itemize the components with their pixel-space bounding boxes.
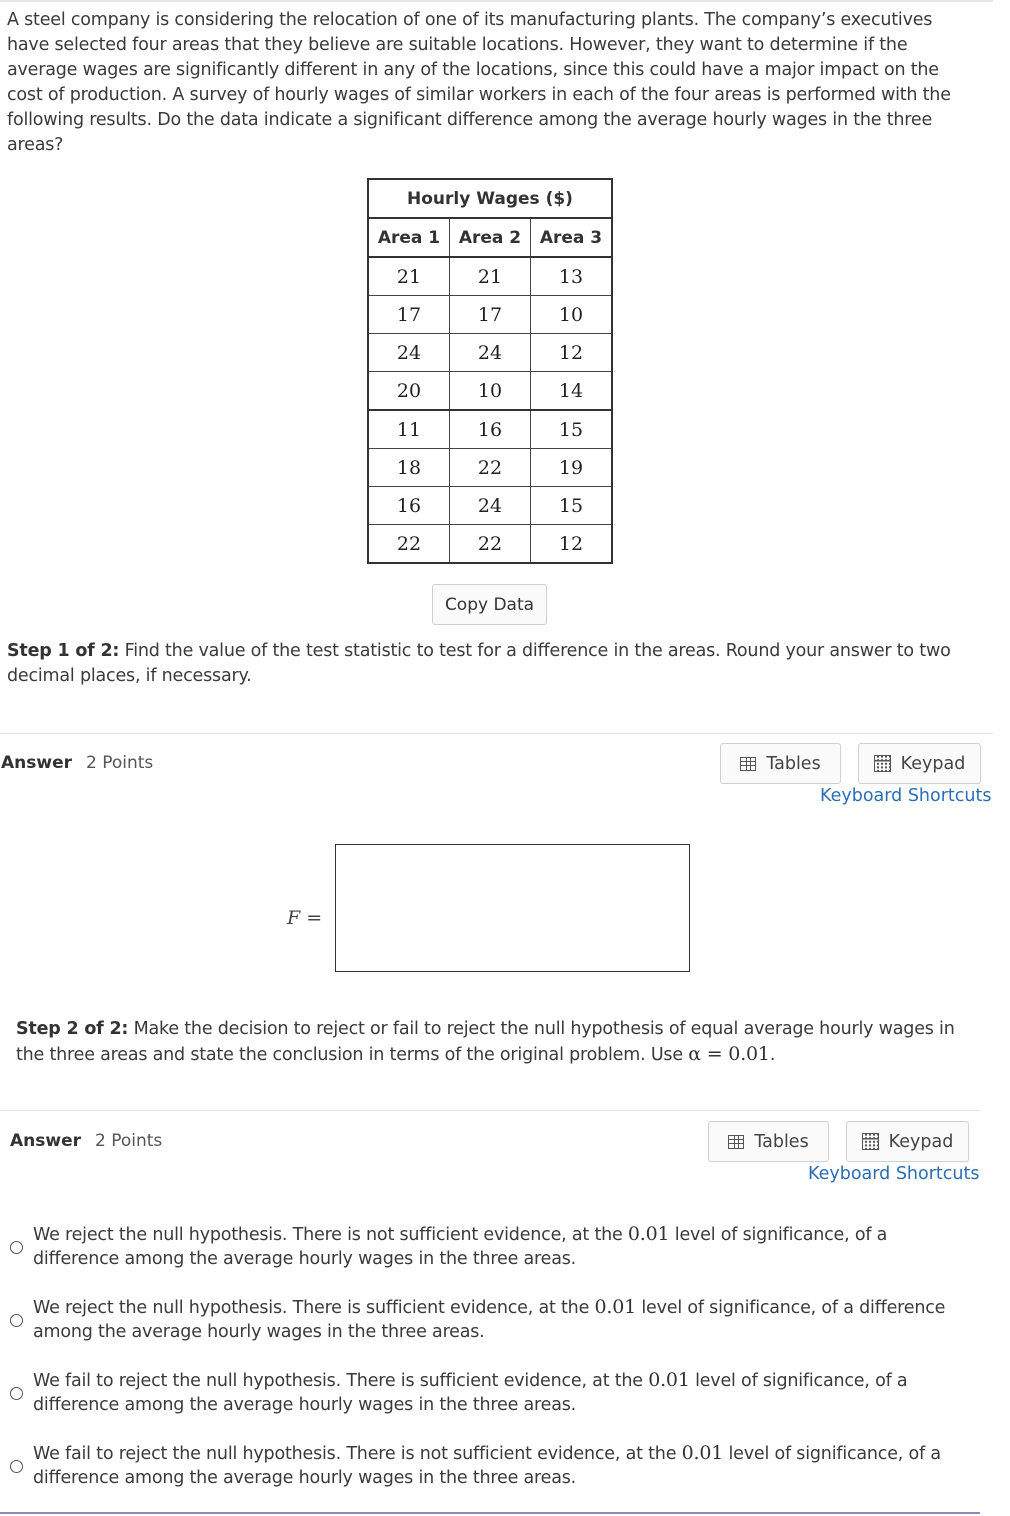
table-row (368, 449, 612, 487)
option-significance: 0.01 (627, 1223, 670, 1245)
keypad-button-label: Keypad (900, 753, 966, 774)
step-2-end: . (769, 1045, 776, 1065)
step-1-text: Find the value of the test statistic to test for a difference in the areas. Round your answer to two decimal places, if necessary. (7, 641, 951, 686)
table-cell: 19 (531, 449, 613, 487)
keyboard-shortcuts-link[interactable]: Keyboard Shortcuts (808, 1164, 980, 1184)
table-cell: 16 (450, 410, 531, 449)
table-row (368, 257, 612, 296)
table-cell: 22 (450, 449, 531, 487)
option-significance: 0.01 (594, 1296, 637, 1318)
table-cell: 21 (450, 257, 531, 296)
table-cell: 22 (450, 525, 531, 564)
radio-button[interactable] (10, 1314, 23, 1327)
option-text-start: We reject the null hypothesis. There is sufficient evidence, at the (33, 1298, 595, 1318)
radio-button[interactable] (10, 1387, 23, 1400)
copy-data-button[interactable]: Copy Data (432, 584, 547, 625)
table-cell: 24 (450, 334, 531, 372)
answer-option-3[interactable] (0, 1368, 980, 1420)
option-text-end: level of significance, of a difference among the average hourly wages in the three areas. (33, 1225, 888, 1269)
table-cell: 12 (531, 334, 613, 372)
tables-button-label: Tables (754, 1131, 809, 1152)
step-1-label: Step 1 of 2: (7, 641, 120, 661)
option-text-end: level of significance, of a difference among the average hourly wages in the three areas. (33, 1444, 941, 1488)
column-header-area-3: Area 3 (531, 218, 613, 257)
table-row (368, 296, 612, 334)
tables-button[interactable] (720, 743, 841, 784)
table-cell: 24 (450, 487, 531, 525)
table-cell: 17 (450, 296, 531, 334)
table-row (368, 372, 612, 411)
f-equals: = (300, 907, 323, 929)
option-text (33, 1295, 968, 1344)
answer-1-label: Answer (1, 753, 72, 773)
alpha-value: α = 0.01 (688, 1043, 770, 1065)
table-cell: 13 (531, 257, 613, 296)
option-text-start: We fail to reject the null hypothesis. There is sufficient evidence, at the (33, 1371, 649, 1391)
answer-option-2[interactable] (0, 1295, 980, 1347)
step-1-instructions (7, 639, 982, 689)
keypad-button[interactable] (846, 1121, 969, 1162)
table-cell: 11 (368, 410, 450, 449)
table-cell: 21 (368, 257, 450, 296)
f-variable: F (287, 907, 301, 929)
tables-button[interactable] (708, 1121, 829, 1162)
option-text-end: level of significance, of a difference among the average hourly wages in the three areas. (33, 1371, 908, 1415)
step-2-instructions (16, 1017, 976, 1068)
f-statistic-input[interactable] (335, 844, 690, 972)
option-text (33, 1368, 968, 1417)
table-caption: Hourly Wages ($) (368, 179, 612, 218)
section-divider (0, 733, 993, 734)
calculator-icon (862, 1133, 879, 1150)
table-row (368, 334, 612, 372)
table-cell: 17 (368, 296, 450, 334)
table-grid-icon (740, 757, 756, 771)
question-text: A steel company is considering the relocation of one of its manufacturing plants. The company’s executives have selected four areas that they believe are suitable locations. However, they want to determine if the average wages are significantly different in any of the locations, since this could have a major impact on the cost of production. A survey of hourly wages of similar workers in each of the four areas is performed with the following results. Do the data indicate a significant difference among the average hourly wages in the three areas? (7, 10, 951, 155)
answer-1-header (1, 753, 153, 773)
table-cell: 10 (531, 296, 613, 334)
step-2-text: Make the decision to reject or fail to reject the null hypothesis of equal average hourly wages in the three areas and state the conclusion in terms of the original problem. Use (16, 1019, 955, 1065)
answer-option-1[interactable] (0, 1222, 980, 1274)
column-header-area-1: Area 1 (368, 218, 450, 257)
hourly-wages-table (367, 178, 613, 564)
option-significance: 0.01 (648, 1369, 690, 1391)
f-statistic-label (287, 907, 322, 929)
step-2-label: Step 2 of 2: (16, 1019, 129, 1039)
option-text-start: We fail to reject the null hypothesis. There is not sufficient evidence, at the (33, 1444, 682, 1464)
table-cell: 12 (531, 525, 613, 564)
table-row (368, 525, 612, 564)
tables-button-label: Tables (766, 753, 821, 774)
radio-button[interactable] (10, 1460, 23, 1473)
table-cell: 16 (368, 487, 450, 525)
table-cell: 10 (450, 372, 531, 411)
table-row (368, 410, 612, 449)
table-cell: 15 (531, 410, 613, 449)
table-cell: 15 (531, 487, 613, 525)
radio-button[interactable] (10, 1241, 23, 1254)
table-grid-icon (728, 1135, 744, 1149)
table-cell: 14 (531, 372, 613, 411)
keyboard-shortcuts-link[interactable]: Keyboard Shortcuts (820, 786, 992, 806)
answer-1-points: 2 Points (86, 753, 154, 773)
bottom-divider (0, 1512, 980, 1514)
table-cell: 20 (368, 372, 450, 411)
table-row (368, 487, 612, 525)
answer-option-4[interactable] (0, 1441, 980, 1493)
option-text-start: We reject the null hypothesis. There is not sufficient evidence, at the (33, 1225, 628, 1245)
answer-2-header (10, 1131, 162, 1151)
keypad-button-label: Keypad (888, 1131, 954, 1152)
option-text (33, 1222, 968, 1271)
section-divider (0, 1110, 980, 1111)
answer-2-points: 2 Points (95, 1131, 163, 1151)
keypad-button[interactable] (858, 743, 981, 784)
answer-2-label: Answer (10, 1131, 81, 1151)
option-text (33, 1441, 968, 1490)
option-significance: 0.01 (681, 1442, 724, 1464)
calculator-icon (874, 755, 891, 772)
column-header-area-2: Area 2 (450, 218, 531, 257)
option-text-end: level of significance, of a difference among the average hourly wages in the three areas. (33, 1298, 946, 1342)
table-cell: 24 (368, 334, 450, 372)
table-cell: 18 (368, 449, 450, 487)
top-divider (0, 0, 993, 2)
table-cell: 22 (368, 525, 450, 564)
